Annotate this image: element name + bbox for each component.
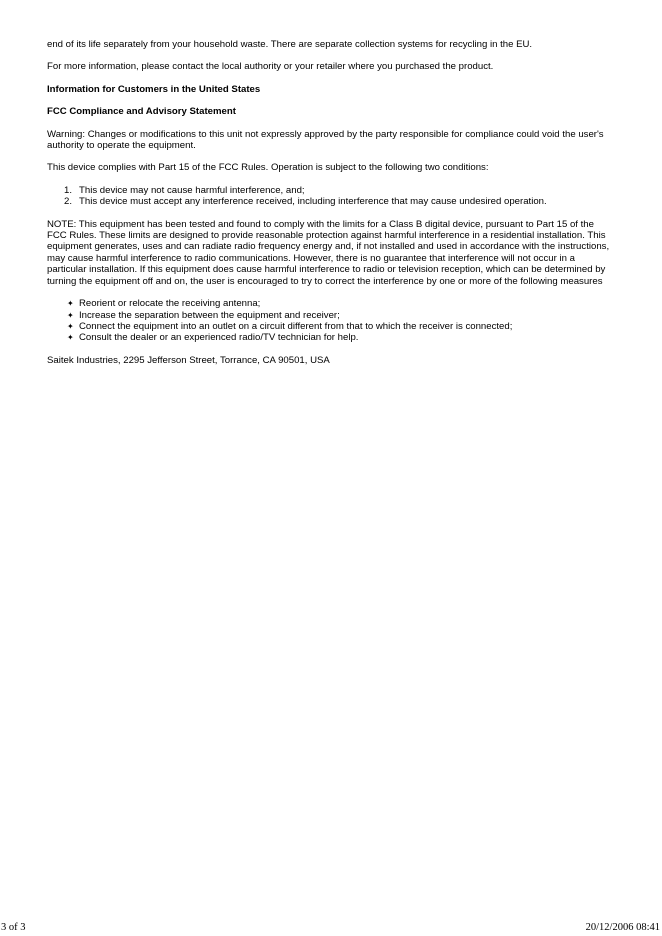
paragraph-warning: Warning: Changes or modifications to this unit not expressly approved by the party responsible for compliance could void the user's authority to operate the equipment. <box>47 128 604 152</box>
list-item-text: Increase the separation between the equipment and receiver; <box>79 309 340 321</box>
list-number: 2. <box>64 196 73 208</box>
list-item-text: This device must accept any interference received, including interference that may cause undesired operation. <box>79 196 547 208</box>
list-item <box>47 310 613 321</box>
diamond-bullet-icon: ✦ <box>67 333 74 343</box>
paragraph-compliance: This device complies with Part 15 of the FCC Rules. Operation is subject to the following two conditions: <box>47 162 489 174</box>
page-number: 3 of 3 <box>1 922 26 933</box>
document-body <box>47 39 613 377</box>
paragraph-note: NOTE: This equipment has been tested and found to comply with the limits for a Class B digital device, pursuant to Part 15 of the FCC Rules. These limits are designed to provide reasonable protection against harmful interference in a residential installation. This equipment generates, uses and can radiate radio frequency energy and, if not installed and used in accordance with the instructions, may cause harmful interference to radio communications. However, there is no guarantee that interference will not occur in a particular installation. If this equipment does cause harmful interference to radio or television reception, which can be determined by turning the equipment off and on, the user is encouraged to try to correct the interference by one or more of the following measures <box>47 218 610 287</box>
list-item-text: Consult the dealer or an experienced radio/TV technician for help. <box>79 332 359 344</box>
conditions-list <box>47 185 613 208</box>
print-timestamp: 20/12/2006 08:41 <box>585 922 660 933</box>
list-item <box>47 196 613 207</box>
list-item <box>47 185 613 196</box>
paragraph-address: Saitek Industries, 2295 Jefferson Street, Torrance, CA 90501, USA <box>47 354 330 366</box>
list-item <box>47 298 613 309</box>
list-item-text: This device may not cause harmful interference, and; <box>79 184 305 196</box>
heading-fcc-compliance: FCC Compliance and Advisory Statement <box>47 106 236 118</box>
diamond-bullet-icon: ✦ <box>67 299 74 309</box>
diamond-bullet-icon: ✦ <box>67 321 74 331</box>
measures-list <box>47 298 613 344</box>
list-item <box>47 321 613 332</box>
list-item-text: Connect the equipment into an outlet on a circuit different from that to which the receiver is connected; <box>79 320 513 332</box>
paragraph-eu-recycling: end of its life separately from your household waste. There are separate collection systems for recycling in the EU. <box>47 39 533 50</box>
list-item-text: Reorient or relocate the receiving antenna; <box>79 298 261 310</box>
paragraph-more-info: For more information, please contact the local authority or your retailer where you purchased the product. <box>47 61 494 73</box>
diamond-bullet-icon: ✦ <box>67 310 74 320</box>
list-item <box>47 332 613 343</box>
heading-us-customers: Information for Customers in the United States <box>47 83 261 95</box>
list-number: 1. <box>64 184 73 196</box>
